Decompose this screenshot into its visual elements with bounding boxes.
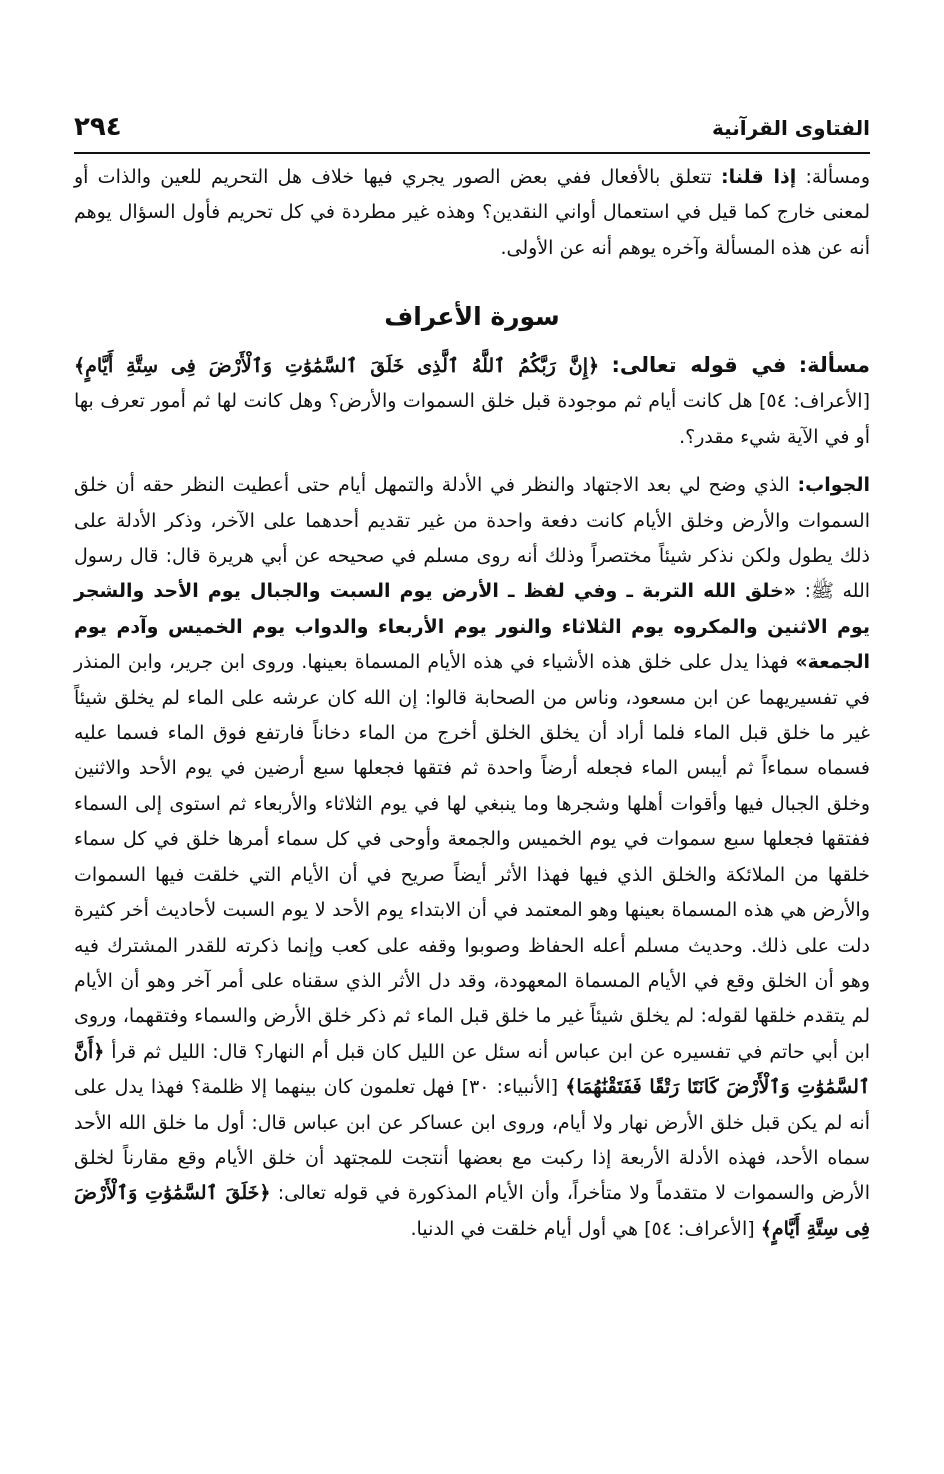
page-number: ٢٩٤ bbox=[74, 112, 122, 142]
question-lead: في قوله تعالى: bbox=[611, 353, 787, 377]
answer-label: الجواب: bbox=[797, 474, 870, 497]
answer-text-1: الذي وضح لي بعد الاجتهاد والنظر في الأدلة والتمهل أيام حتى أعطيت النظر حقه أن خلق السموات والأرض وخلق الأيام كانت دفعة واحدة من غير تقديم أحدهما على الآخر، وذكر الأدلة على ذلك يطول ولكن نذكر شيئاً مختصراً وذلك أنه روى مسلم في صحيحه عن أبي هريرة قال: قال رسول الله ﷺ: bbox=[74, 474, 871, 603]
hadith-quote: «خلق الله التربة ـ وفي لفظ ـ الأرض يوم السبت والجبال يوم الأحد والشجر يوم الاثنين والمكروه يوم الثلاثاء والنور يوم الأربعاء والدواب يوم الخميس وآدم يوم الجمعة» bbox=[74, 580, 870, 674]
book-title: الفتاوى القرآنية bbox=[711, 116, 870, 140]
quran-verse-araf: ﴿إِنَّ رَبَّكُمُ ٱللَّهُ ٱلَّذِى خَلَقَ ٱلسَّمَٰوَٰتِ وَٱلْأَرْضَ فِى سِتَّةِ أَيَّامٍ﴾ bbox=[74, 355, 600, 377]
quran-verse-araf-2: ﴿خَلَقَ ٱلسَّمَٰوَٰتِ وَٱلْأَرْضَ فِى سِتَّةِ أَيَّامٍ﴾ bbox=[74, 1182, 870, 1240]
intro-paragraph bbox=[74, 160, 870, 278]
intro-label: ومسألة: bbox=[805, 166, 870, 188]
quran-verse-anbiya: ﴿أَنَّ ٱلسَّمَٰوَٰتِ وَٱلْأَرْضَ كَانَتَا رَتْقًا فَفَتَقْنَٰهُمَا﴾ bbox=[74, 1040, 870, 1099]
question-label: مسألة: bbox=[798, 353, 870, 377]
answer-paragraph bbox=[74, 468, 870, 1247]
question-text: [الأعراف: ٥٤] هل كانت أيام ثم موجودة قبل خلق السموات والأرض؟ وهل كانت لها ثم أمور تعرف بها أو في الآية شيء مقدر؟. bbox=[74, 390, 870, 448]
answer-section bbox=[74, 468, 870, 1247]
answer-text-4: [الأعراف: ٥٤] هي أول أيام خلقت في الدنيا. bbox=[410, 1217, 755, 1240]
page-header bbox=[74, 112, 870, 150]
intro-text: تتعلق بالأفعال ففي بعض الصور يجري فيها خلاف هل التحريم للعين والذات أو لمعنى خارج كما قيل في استعمال أواني النقدين؟ وهذه غير مطردة في كل تحريم فأول السؤال يوهم أنه عن هذه المسألة وآخره يوهم أنه عن الأولى. bbox=[74, 166, 870, 259]
surah-heading: سورة الأعراف bbox=[384, 302, 560, 331]
question-paragraph bbox=[74, 348, 870, 455]
answer-text-2: فهذا يدل على خلق هذه الأشياء في هذه الأيام المسماة بعينها. وروى ابن جرير، وابن المنذر في تفسيريهما عن ابن مسعود، وناس من الصحابة قالوا: إن الله كان عرشه على الماء لم يخلق شيئاً غير ما خلق قبل الماء فلما أراد أن يخلق الخلق أخرج من الماء دخاناً فارتفع فوق الماء فسما عليه فسماه سماءاً ثم أيبس الماء فجعله أرضاً واحدة ثم فتقها فجعلها سبع أرضين في يوم الأحد والاثنين وخلق الجبال فيها وأقوات أهلها وشجرها وما ينبغي لها في يوم الثلاثاء والأربعاء ثم استوى إلى السماء ففتقها فجعلها سبع سموات في يوم الخميس والجمعة وأوحى في كل سماء أمرها خلق في كل سماء خلقها من الملائكة والخلق الذي فيها فهذا الأثر أيضاً صريح في أن الأيام التي خلقت فيها السموات والأرض هي هذه المسماة بعينها وهو المعتمد في أن الابتداء يوم الأحد لا يوم السبت لأحاديث أخر كثيرة دلت على ذلك. وحديث مسلم أعله الحفاظ وصوبوا وقفه على كعب وإنما ذكرته للقدر المشترك فيه وهو أن الخلق وقع في الأيام المسماة المعهودة، وقد دل الأثر الذي سقناه على أمر آخر وهو أن الأيام لم يتقدم خلقها لقوله: لم يخلق شيئاً غير ما خلق قبل الماء ثم ذكر خلق الأرض والسماء وفتقهما، وروى ابن أبي حاتم في تفسيره عن ابن عباس أنه سئل عن الليل كان قبل أم النهار؟ قال: الليل ثم قرأ bbox=[74, 651, 871, 1063]
header-divider bbox=[74, 152, 870, 154]
answer-text-3: [الأنبياء: ٣٠] فهل تعلمون كان بينهما إلا ظلمة؟ فهذا يدل على أنه لم يكن قبل خلق الأرض نهار ولا أيام، وروى ابن عساكر عن ابن عباس قال: أول ما خلق الله الأحد سماه الأحد، فهذه الأدلة الأربعة إذا ركبت مع بعضها أنتجت للمجتهد أن خلق الأيام وقع مقارناً لخلق الأرض والسموات لا متقدماً ولا متأخراً، وأن الأيام المذكورة في قوله تعالى: bbox=[74, 1076, 870, 1205]
page-body bbox=[74, 160, 870, 1247]
intro-lead: إذا قلنا: bbox=[721, 166, 797, 188]
